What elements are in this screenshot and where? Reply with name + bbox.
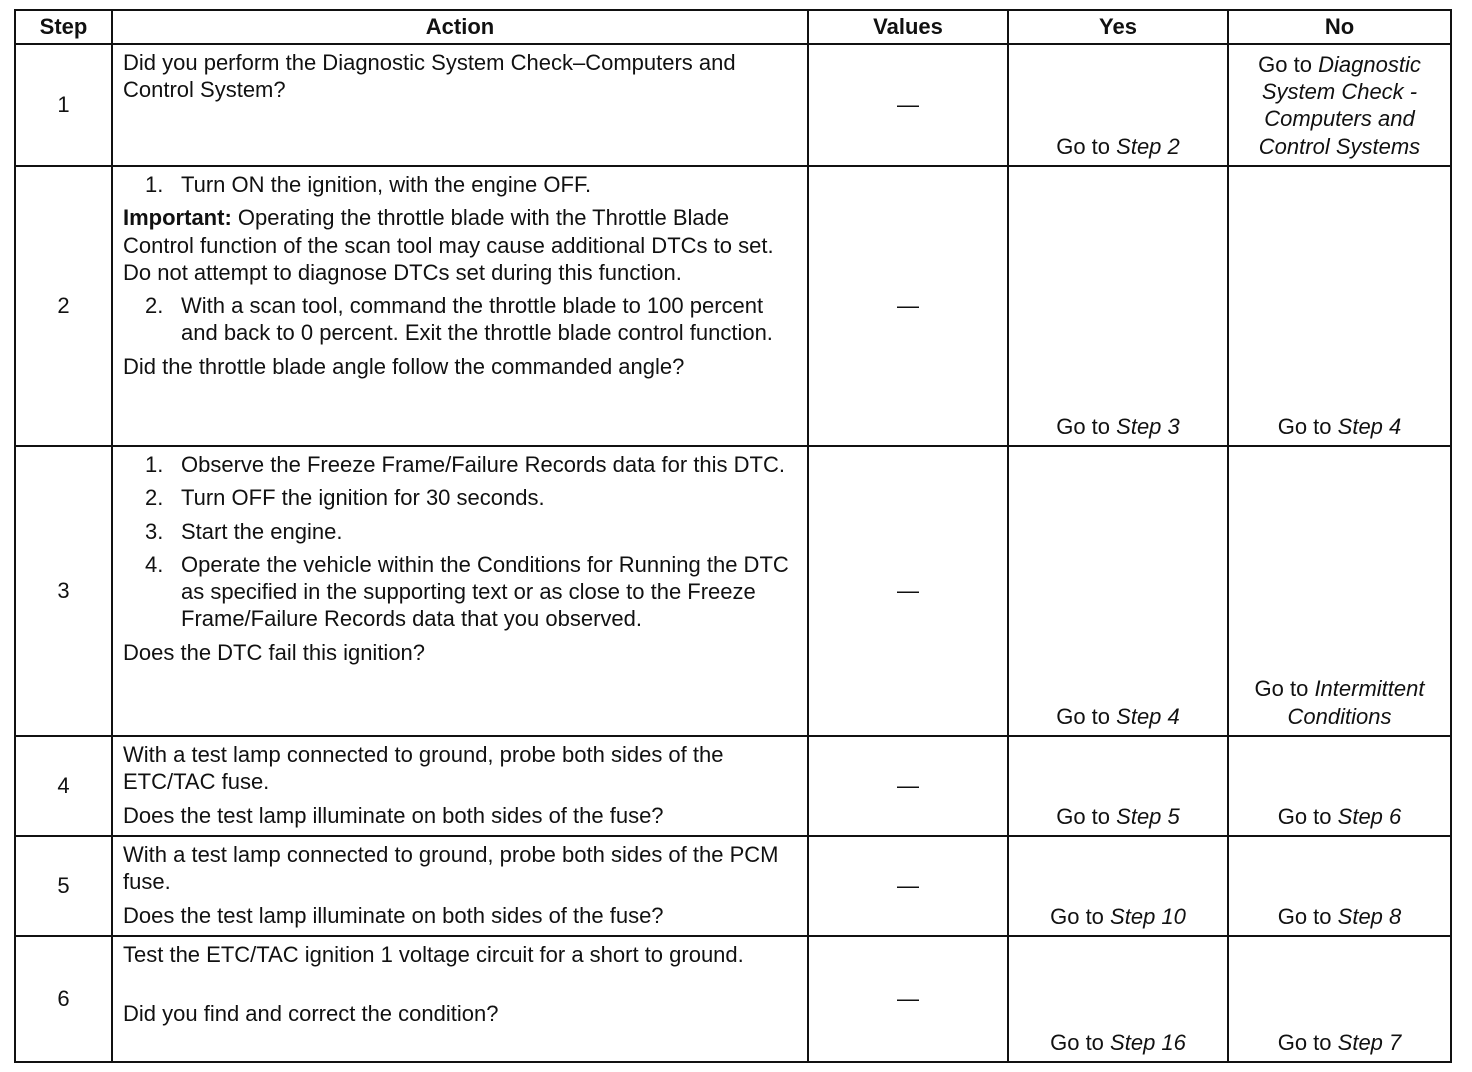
diagnostic-table: [14, 9, 1452, 1063]
no-cell: [1228, 446, 1451, 736]
spacer: [123, 974, 797, 1000]
no-prefix: Go to: [1254, 676, 1309, 702]
action-text: Test the ETC/TAC ignition 1 voltage circuit for a short to ground.: [123, 942, 744, 967]
yes-prefix: Go to: [1056, 803, 1111, 829]
header-step: Step: [15, 10, 112, 44]
no-target: Intermittent Conditions: [1287, 676, 1425, 729]
action-question: Does the test lamp illuminate on both sides of the fuse?: [123, 802, 664, 828]
action-question: Does the test lamp illuminate on both sides of the fuse?: [123, 902, 664, 928]
step-number: 5: [15, 836, 112, 936]
yes-cell: [1008, 836, 1228, 936]
action-cell: [112, 936, 808, 1062]
header-action: Action: [112, 10, 808, 44]
step-number: 4: [15, 736, 112, 836]
yes-target: Step 10: [1110, 903, 1186, 929]
yes-target: Step 16: [1110, 1029, 1186, 1055]
table-row-step-6: [15, 936, 1451, 1062]
step-number: 1: [15, 44, 112, 166]
no-cell: [1228, 736, 1451, 836]
yes-cell: [1008, 446, 1228, 736]
action-cell: [112, 44, 808, 166]
no-prefix: Go to: [1277, 803, 1332, 829]
action-list-item: [145, 451, 797, 478]
item-number: 2.: [145, 485, 164, 511]
action-list-item: [145, 292, 797, 347]
header-row: [15, 10, 1451, 44]
no-target: Step 4: [1337, 413, 1402, 439]
item-number: 1.: [145, 172, 164, 197]
no-target: Step 8: [1337, 903, 1402, 929]
table-row-step-2: [15, 166, 1451, 446]
no-prefix: Go to: [1277, 413, 1332, 439]
important-note: [123, 204, 797, 286]
header-values: Values: [808, 10, 1008, 44]
header-yes: Yes: [1008, 10, 1228, 44]
action-text: With a test lamp connected to ground, probe both sides of the ETC/TAC fuse.: [123, 742, 724, 795]
values-cell: —: [808, 936, 1008, 1062]
yes-prefix: Go to: [1056, 703, 1111, 729]
no-cell: [1228, 44, 1451, 166]
no-cell: [1228, 836, 1451, 936]
table-row-step-5: [15, 836, 1451, 936]
step-number: 6: [15, 936, 112, 1062]
action-question: Does the DTC fail this ignition?: [123, 639, 426, 665]
table-row-step-4: [15, 736, 1451, 836]
action-list-item: [145, 518, 797, 545]
yes-prefix: Go to: [1050, 1029, 1104, 1055]
yes-target: Step 2: [1116, 133, 1180, 159]
yes-cell: [1008, 736, 1228, 836]
action-list-item: [145, 171, 797, 198]
important-label: Important:: [123, 205, 232, 231]
important-text: Operating the throttle blade with the Throttle Blade Control function of the scan tool may cause additional DTCs to set. Do not attempt to diagnose DTCs set during this function.: [123, 205, 774, 285]
no-prefix: Go to: [1277, 1029, 1332, 1055]
no-cell: [1228, 166, 1451, 446]
yes-cell: [1008, 44, 1228, 166]
action-question: Did the throttle blade angle follow the commanded angle?: [123, 353, 685, 379]
item-text: Observe the Freeze Frame/Failure Records data for this DTC.: [181, 452, 785, 477]
table-row-step-1: [15, 44, 1451, 166]
yes-target: Step 4: [1116, 703, 1180, 729]
yes-prefix: Go to: [1050, 903, 1104, 929]
step-number: 3: [15, 446, 112, 736]
yes-prefix: Go to: [1056, 413, 1111, 439]
item-text: Turn ON the ignition, with the engine OFF.: [181, 172, 592, 197]
values-cell: —: [808, 446, 1008, 736]
action-cell: [112, 836, 808, 936]
yes-cell: [1008, 166, 1228, 446]
values-cell: —: [808, 736, 1008, 836]
no-prefix: Go to: [1258, 51, 1312, 77]
step-number: 2: [15, 166, 112, 446]
yes-target: Step 3: [1116, 413, 1180, 439]
item-number: 3.: [145, 518, 164, 544]
values-cell: —: [808, 44, 1008, 166]
item-text: Operate the vehicle within the Conditions for Running the DTC as specified in the supporting text or as close to the Freeze Frame/Failure Records data that you observed.: [181, 551, 789, 632]
no-cell: [1228, 936, 1451, 1062]
values-cell: —: [808, 166, 1008, 446]
action-list-item: [145, 551, 797, 633]
action-cell: [112, 736, 808, 836]
item-text: Start the engine.: [181, 518, 343, 544]
action-question: Did you find and correct the condition?: [123, 1001, 499, 1027]
no-target: Step 7: [1337, 1029, 1402, 1055]
yes-cell: [1008, 936, 1228, 1062]
no-target: Diagnostic System Check - Computers and Control Systems: [1258, 51, 1421, 159]
action-text: With a test lamp connected to ground, probe both sides of the PCM fuse.: [123, 842, 779, 895]
no-prefix: Go to: [1277, 903, 1332, 929]
yes-prefix: Go to: [1056, 133, 1111, 159]
item-text: With a scan tool, command the throttle blade to 100 percent and back to 0 percent. Exit the throttle blade control function.: [181, 293, 773, 346]
action-cell: [112, 166, 808, 446]
action-cell: [112, 446, 808, 736]
item-number: 1.: [145, 452, 164, 477]
header-no: No: [1228, 10, 1451, 44]
item-number: 4.: [145, 551, 164, 577]
values-cell: —: [808, 836, 1008, 936]
item-text: Turn OFF the ignition for 30 seconds.: [181, 485, 545, 511]
item-number: 2.: [145, 293, 164, 319]
no-target: Step 6: [1337, 803, 1402, 829]
action-text: Did you perform the Diagnostic System Check–Computers and Control System?: [123, 50, 736, 103]
action-list-item: [145, 484, 797, 511]
table-row-step-3: [15, 446, 1451, 736]
yes-target: Step 5: [1116, 803, 1180, 829]
